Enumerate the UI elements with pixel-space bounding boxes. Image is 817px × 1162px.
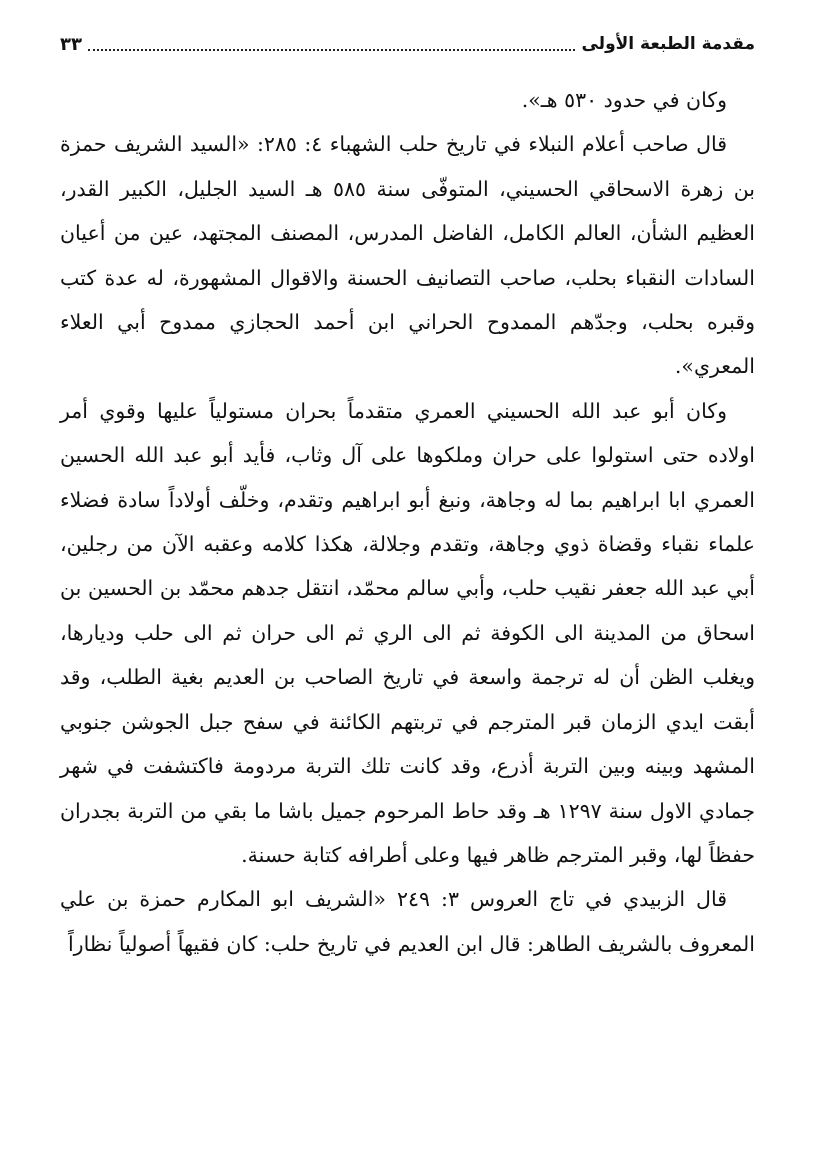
paragraph-2: قال صاحب أعلام النبلاء في تاريخ حلب الشهباء ٤: ٢٨٥: «السيد الشريف حمزة بن زهرة الاسحاقي الحسيني، المتوفّى سنة ٥٨٥ هـ السيد الجليل، الكبير القدر، العظيم الشأن، العالم الكامل، الفاضل المدرس، المصنف المجتهد، عين من أعيان السادات النقباء بحلب، صاحب التصانيف الحسنة والاقوال المشهورة، له عدة كتب وقبره بحلب، وجدّهم الممدوح الحراني ابن أحمد الحجازي ممدوح أبي العلاء المعري». [60,132,755,379]
page-header [60,26,755,62]
running-title: مقدمة الطبعة الأولى [581,34,755,54]
page-body [60,78,755,966]
page-number: ٣٣ [60,33,82,55]
paragraph-3: وكان أبو عبد الله الحسيني العمري متقدماً بحران مستولياً عليها وقوي أمر اولاده حتى استولوا على حران وملكوها على آل وثاب، فأيد أبو عبد الله الحسين العمري ابا ابراهيم بما له وجاهة، ونبغ أبو ابراهيم وتقدم، وخلّف أولاداً سادة فضلاء علماء نقباء وقضاة ذوي وجاهة، وتقدم وجلالة، هكذا كلامه وعقبه الآن من رجلين، أبي عبد الله جعفر نقيب حلب، وأبي سالم محمّد، انتقل جدهم محمّد بن الحسين بن اسحاق من المدينة الى الكوفة ثم الى الري ثم الى حران ثم الى حلب وديارها، ويغلب الظن أن له ترجمة واسعة في تاريخ الصاحب بن العديم بغية الطلب، وقد أبقت ايدي الزمان قبر المترجم في تربتهم الكائنة في سفح جبل الجوشن جنوبي المشهد وبينه وبين التربة أذرع، وقد كانت تلك التربة مردومة فاكتشفت في شهر جمادي الاول سنة ١٢٩٧ هـ وقد حاط المرحوم جميل باشا ما بقي من التربة بجدران حفظاً لها، وقبر المترجم ظاهر فيها وعلى أطرافه كتابة حسنة. [60,398,755,867]
dotted-leader [88,49,576,51]
paragraph-1: وكان في حدود ٥٣٠ هـ». [521,88,727,112]
paragraph-4: قال الزبيدي في تاج العروس ٣: ٢٤٩ «الشريف ابو المكارم حمزة بن علي المعروف بالشريف الطاهر: قال ابن العديم في تاريخ حلب: كان فقيهاً أصولياً نظاراً [60,887,755,956]
